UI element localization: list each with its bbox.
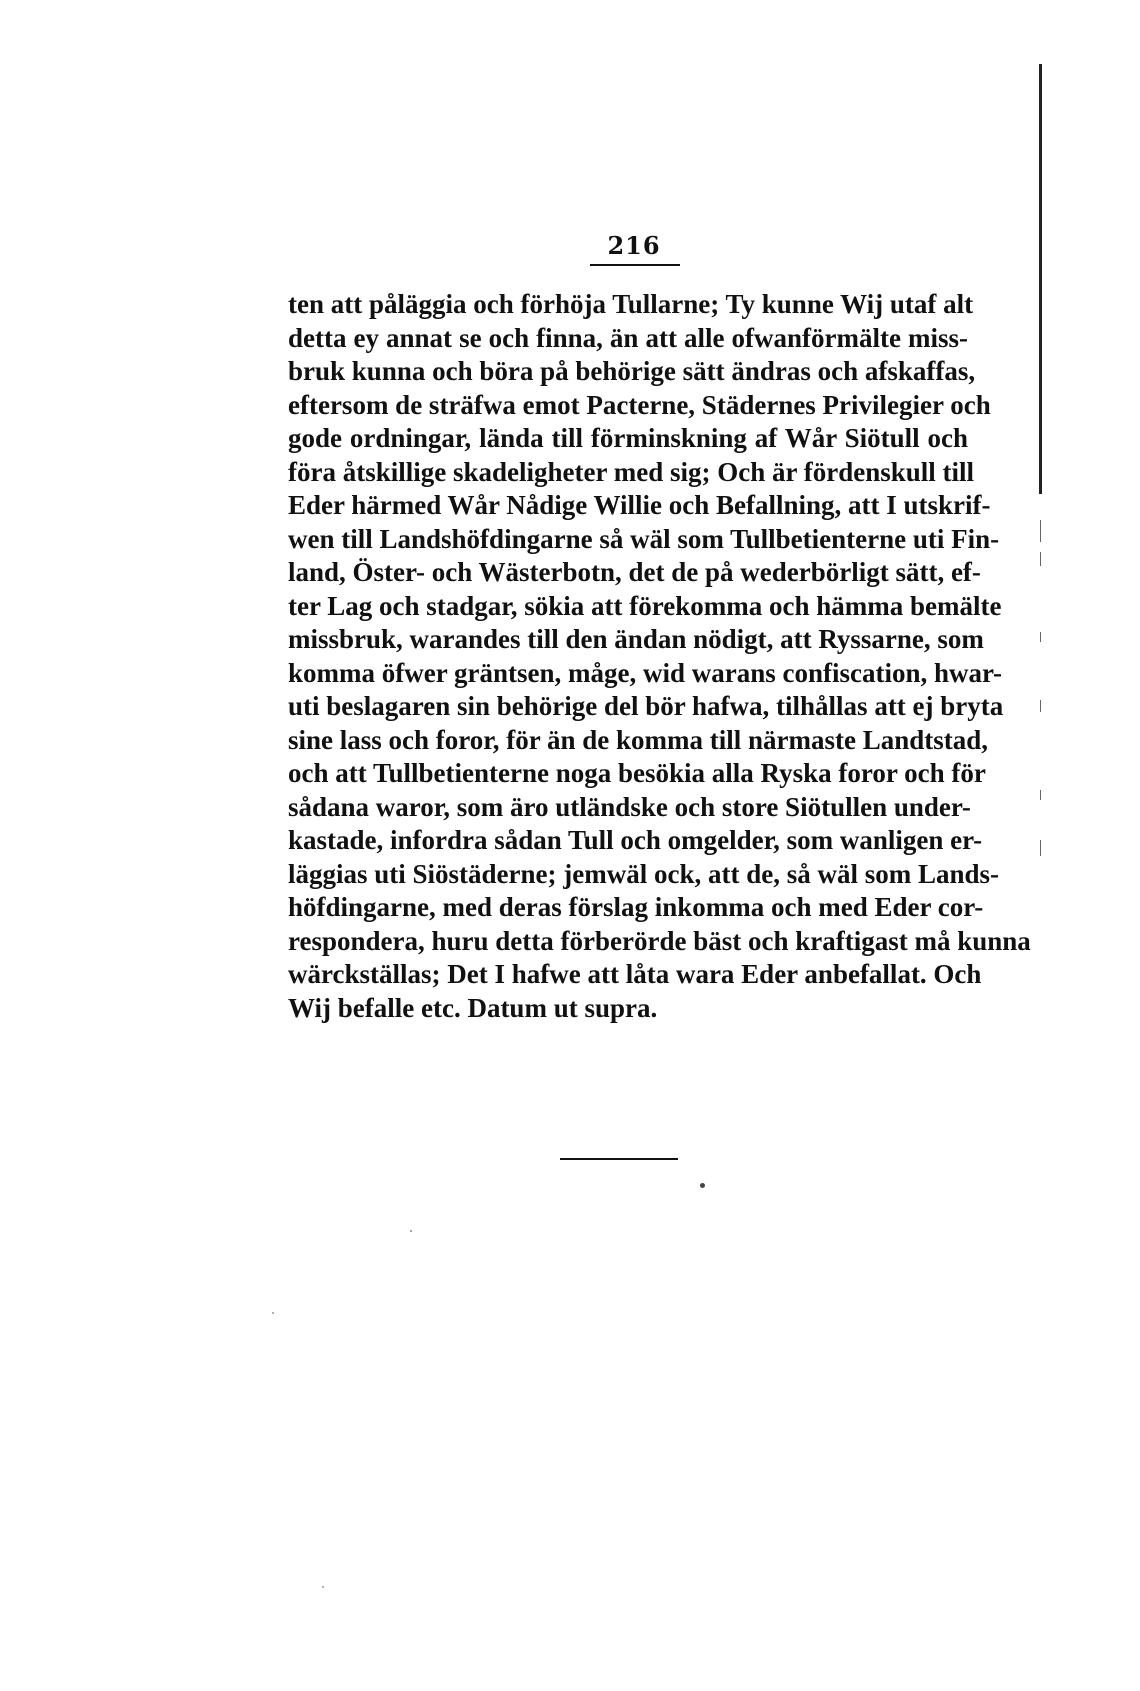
- text-line: missbruk, warandes till den ändan nödigt, att Ryssarne, som: [288, 624, 984, 654]
- margin-tick: [1040, 790, 1041, 800]
- text-line: land, Öster- och Wästerbotn, det de på wederbörligt sätt, ef-: [288, 557, 981, 587]
- margin-tick: [1040, 700, 1041, 712]
- text-line: föra åtskillige skadeligheter med sig; Och är fördenskull till: [288, 456, 974, 487]
- margin-tick: [1040, 520, 1041, 542]
- text-line: höfdingarne, med deras förslag inkomma och med Eder cor-: [288, 892, 984, 922]
- margin-tick: [1040, 840, 1041, 856]
- text-line: kastade, infordra sådan Tull och omgelder, som wanligen er-: [288, 825, 983, 855]
- margin-tick: [1040, 552, 1041, 566]
- text-line: komma öfwer gräntsen, måge, wid warans confiscation, hwar-: [288, 657, 1002, 688]
- speck: [322, 1586, 324, 1588]
- text-line: detta ey annat se och finna, än att alle ofwanförmälte miss-: [288, 322, 968, 353]
- text-line: sådana waror, som äro utländske och store Siötullen under-: [288, 791, 971, 822]
- text-line: gode ordningar, lända till förminskning af Wår Siötull och: [288, 423, 968, 453]
- text-line: respondera, huru detta förberörde bäst och kraftigast må kunna: [288, 925, 1031, 956]
- text-line: Wij befalle etc. Datum ut supra.: [288, 992, 658, 1023]
- speck: [410, 1230, 412, 1232]
- header-rule: [590, 264, 680, 266]
- speck: [272, 1312, 274, 1314]
- text-line: ter Lag och stadgar, sökia att förekomma och hämma bemälte: [288, 590, 1002, 621]
- text-line: wen till Landshöfdingarne så wäl som Tullbetienterne uti Fin-: [288, 523, 1000, 554]
- text-line: bruk kunna och böra på behörige sätt ändras och afskaffas,: [288, 356, 976, 386]
- end-rule: [560, 1158, 678, 1160]
- text-line: wärckställas; Det I hafwe att låta wara Eder anbefallat. Och: [288, 959, 982, 989]
- body-text: [288, 288, 1031, 1025]
- text-line: läggias uti Siöstäderne; jemwäl ock, att de, så wäl som Lands-: [288, 858, 1000, 889]
- text-line: ten att påläggia och förhöja Tullarne; Ty kunne Wij utaf alt: [288, 289, 974, 319]
- margin-rule: [1039, 64, 1042, 494]
- page-number: 216: [607, 231, 661, 260]
- text-line: sine lass och foror, för än de komma till närmaste Landtstad,: [288, 724, 989, 755]
- text-line: uti beslagaren sin behörige del bör hafwa, tilhållas att ej bryta: [288, 691, 1004, 721]
- text-line: och att Tullbetienterne noga besökia alla Ryska foror och för: [288, 758, 986, 788]
- speck: [700, 1183, 705, 1188]
- text-line: eftersom de sträfwa emot Pacterne, Städernes Privilegier och: [288, 389, 991, 420]
- text-line: Eder härmed Wår Nådige Willie och Befallning, att I utskrif-: [288, 490, 991, 520]
- margin-tick: [1040, 632, 1041, 642]
